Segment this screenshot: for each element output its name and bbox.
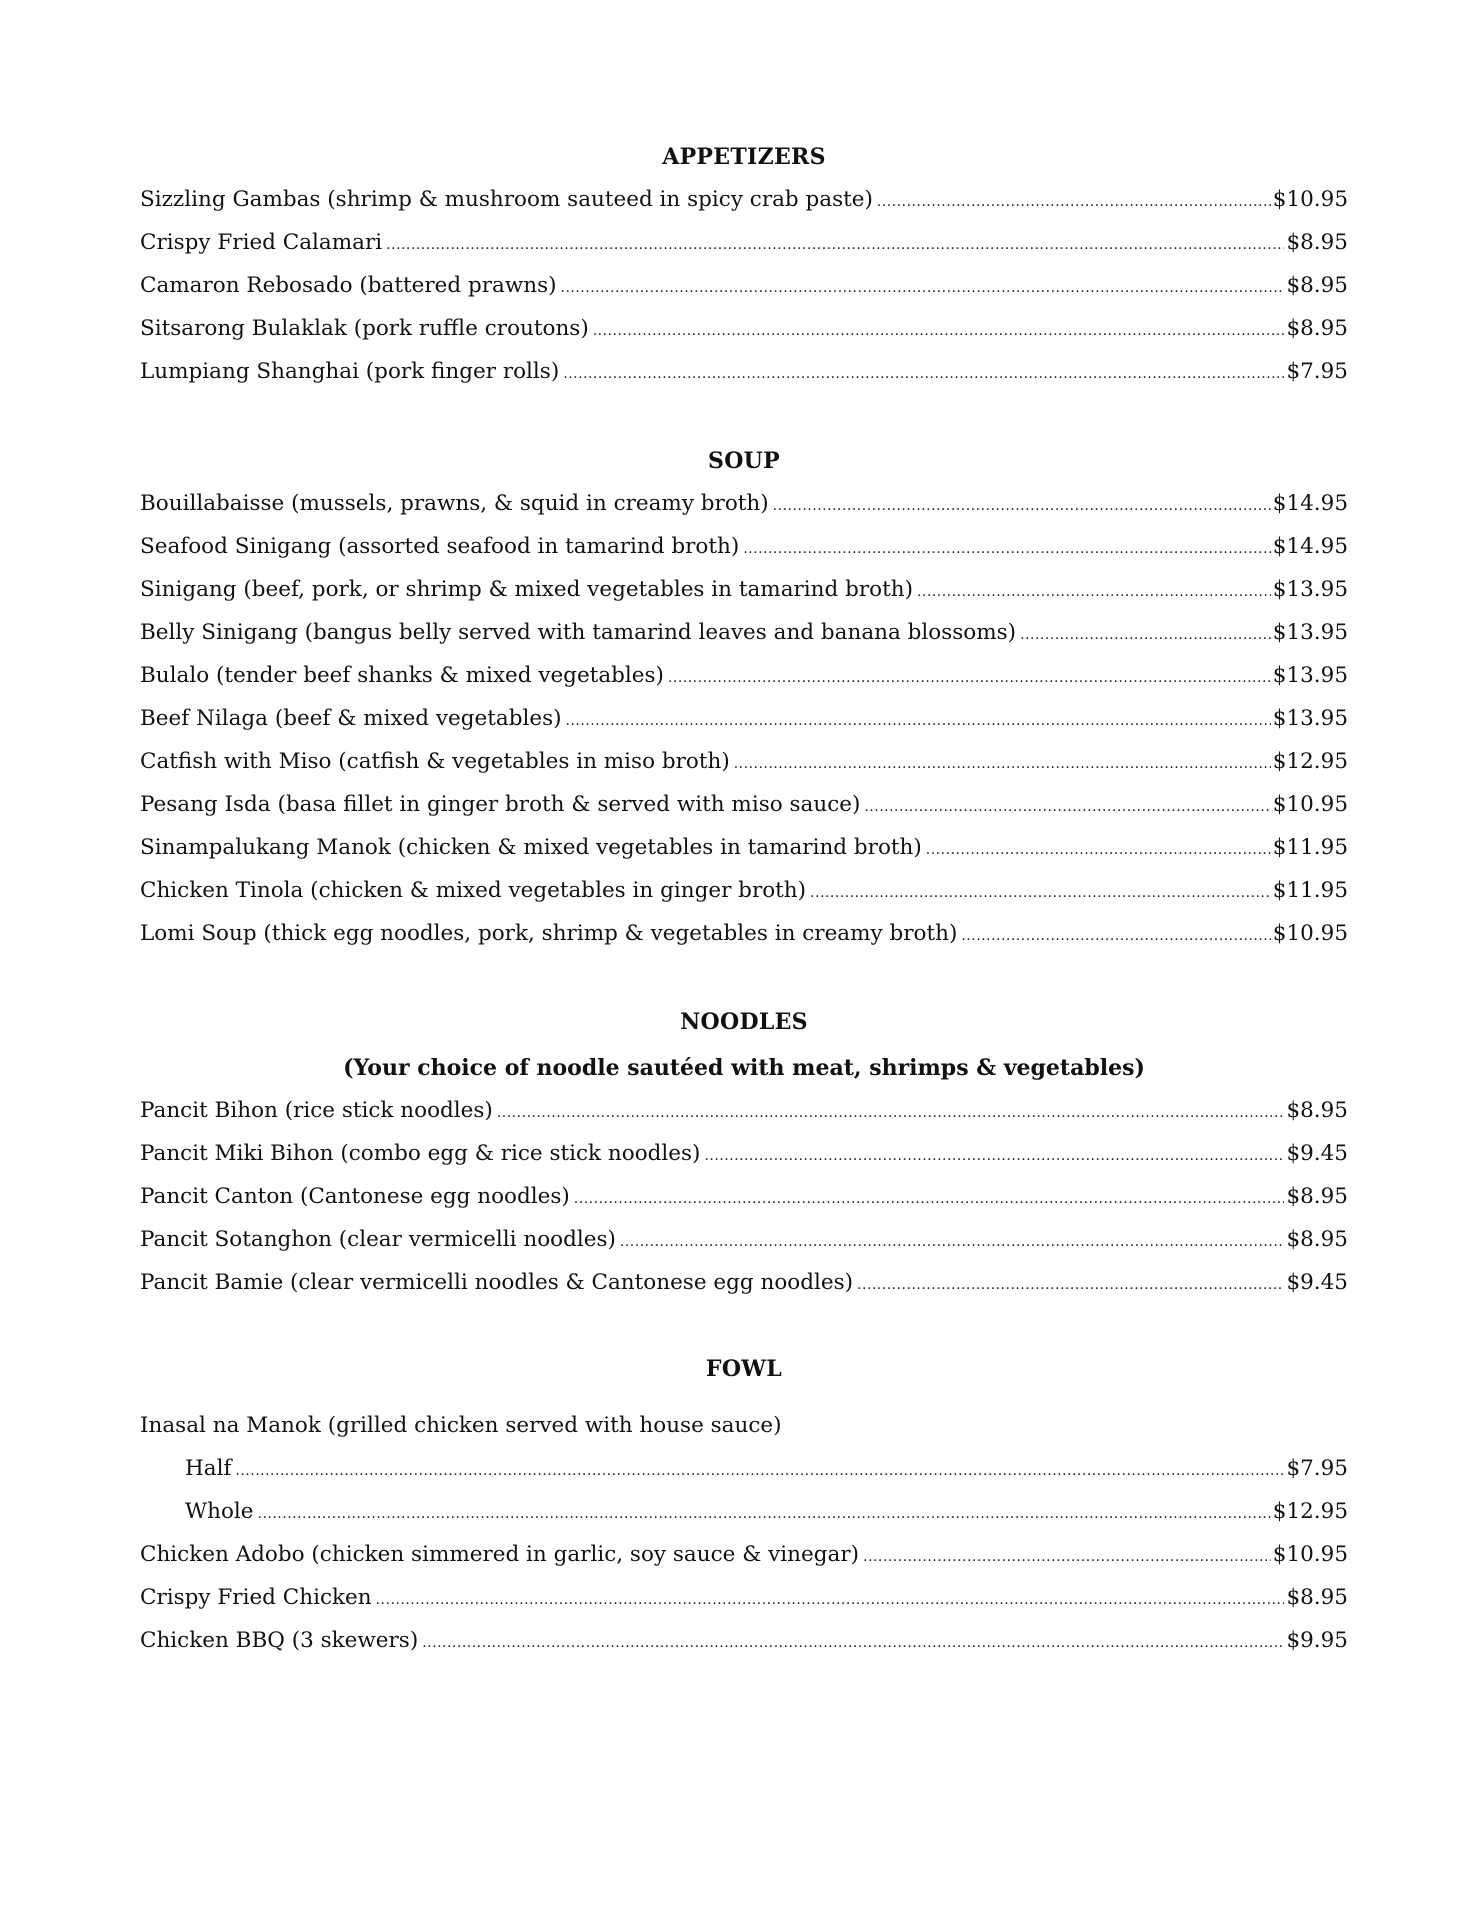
item-price: $8.95 [1286, 230, 1348, 255]
section-subtitle: (Your choice of noodle sautéed with meat, shrimps & vegetables) [343, 1055, 1145, 1081]
menu-item [140, 358, 1348, 401]
item-price: $8.95 [1286, 316, 1348, 341]
menu-item [140, 490, 1348, 533]
menu-item [140, 1226, 1348, 1269]
item-name: Sinigang (beef, pork, or shrimp & mixed vegetables in tamarind broth) [140, 577, 913, 602]
menu-item [140, 315, 1348, 358]
item-price: $9.45 [1286, 1270, 1348, 1295]
item-price: $13.95 [1272, 620, 1348, 645]
appetizers-section [140, 142, 1348, 401]
dot-leader [863, 1543, 1271, 1571]
section-title: SOUP [708, 448, 780, 474]
dot-leader [917, 578, 1271, 606]
item-price: $8.95 [1286, 1227, 1348, 1252]
item-name: Pancit Bihon (rice stick noodles) [140, 1098, 493, 1123]
item-name: Chicken Adobo (chicken simmered in garlic, soy sauce & vinegar) [140, 1542, 860, 1567]
appetizers-list [140, 186, 1348, 401]
dot-leader [593, 317, 1285, 345]
item-price: $11.95 [1272, 878, 1348, 903]
menu-item [140, 877, 1348, 920]
menu-item [140, 619, 1348, 662]
item-price: $8.95 [1286, 1585, 1348, 1610]
item-name: Catfish with Miso (catfish & vegetables in miso broth) [140, 749, 730, 774]
menu-item [140, 920, 1348, 963]
menu-item-option [140, 1455, 1348, 1498]
item-price: $10.95 [1272, 792, 1348, 817]
menu-item [140, 576, 1348, 619]
item-price: $11.95 [1272, 835, 1348, 860]
item-name: Pesang Isda (basa fillet in ginger broth & served with miso sauce) [140, 792, 861, 817]
dot-leader [926, 836, 1271, 864]
item-name: Camaron Rebosado (battered prawns) [140, 273, 557, 298]
dot-leader [668, 664, 1271, 692]
dot-leader [386, 231, 1284, 259]
item-name: Belly Sinigang (bangus belly served with tamarind leaves and banana blossoms) [140, 620, 1017, 645]
menu-item [140, 705, 1348, 748]
item-name: Beef Nilaga (beef & mixed vegetables) [140, 706, 562, 731]
item-name: Chicken Tinola (chicken & mixed vegetables in ginger broth) [140, 878, 807, 903]
item-name: Whole [185, 1499, 254, 1524]
item-name: Chicken BBQ (3 skewers) [140, 1628, 419, 1653]
item-name: Sitsarong Bulaklak (pork ruffle croutons) [140, 316, 589, 341]
dot-leader [574, 1185, 1285, 1213]
menu-item [140, 229, 1348, 272]
dot-leader [1020, 621, 1271, 649]
item-price: $8.95 [1286, 1098, 1348, 1123]
menu-item-option [140, 1498, 1348, 1541]
item-price: $9.95 [1286, 1628, 1348, 1653]
item-name: Lumpiang Shanghai (pork finger rolls) [140, 359, 560, 384]
item-price: $12.95 [1272, 1499, 1348, 1524]
dot-leader [561, 274, 1285, 302]
section-title: APPETIZERS [662, 144, 826, 170]
item-name: Pancit Sotanghon (clear vermicelli noodles) [140, 1227, 616, 1252]
noodles-list [140, 1097, 1348, 1312]
dot-leader [258, 1500, 1271, 1528]
item-price: $14.95 [1272, 534, 1348, 559]
section-title: FOWL [705, 1356, 783, 1382]
menu-item [140, 1541, 1348, 1584]
soup-list [140, 490, 1348, 963]
item-name: Crispy Fried Calamari [140, 230, 383, 255]
menu-item [140, 1584, 1348, 1627]
item-price: $10.95 [1272, 921, 1348, 946]
dot-leader [235, 1457, 1284, 1485]
dot-leader [810, 879, 1271, 907]
menu-item [140, 1140, 1348, 1183]
menu-item [140, 1097, 1348, 1140]
menu-item [140, 791, 1348, 834]
dot-leader [864, 793, 1270, 821]
item-name: Pancit Bamie (clear vermicelli noodles & Cantonese egg noodles) [140, 1270, 853, 1295]
item-name: Bulalo (tender beef shanks & mixed vegetables) [140, 663, 664, 688]
menu-item [140, 834, 1348, 877]
dot-leader [566, 707, 1271, 735]
menu-item [140, 1183, 1348, 1226]
menu-item [140, 748, 1348, 791]
dot-leader [422, 1629, 1284, 1657]
dot-leader [704, 1142, 1284, 1170]
item-name: Pancit Canton (Cantonese egg noodles) [140, 1184, 570, 1209]
dot-leader [857, 1271, 1284, 1299]
item-name: Crispy Fried Chicken [140, 1585, 372, 1610]
item-name: Lomi Soup (thick egg noodles, pork, shrimp & vegetables in creamy broth) [140, 921, 958, 946]
dot-leader [734, 750, 1271, 778]
item-price: $7.95 [1286, 359, 1348, 384]
dot-leader [743, 535, 1271, 563]
menu-item [140, 1269, 1348, 1312]
dot-leader [563, 360, 1284, 388]
menu-item [140, 1412, 1348, 1455]
fowl-section [140, 1354, 1348, 1670]
dot-leader [773, 492, 1271, 520]
item-name: Sinampalukang Manok (chicken & mixed vegetables in tamarind broth) [140, 835, 922, 860]
item-price: $10.95 [1272, 1542, 1348, 1567]
soup-section [140, 446, 1348, 963]
fowl-list [140, 1412, 1348, 1670]
item-name: Inasal na Manok (grilled chicken served with house sauce) [140, 1413, 782, 1438]
item-price: $13.95 [1272, 577, 1348, 602]
item-name: Half [185, 1456, 232, 1481]
item-name: Sizzling Gambas (shrimp & mushroom sauteed in spicy crab paste) [140, 187, 873, 212]
item-name: Bouillabaisse (mussels, prawns, & squid in creamy broth) [140, 491, 769, 516]
item-price: $10.95 [1272, 187, 1348, 212]
item-price: $8.95 [1286, 273, 1348, 298]
menu-item [140, 186, 1348, 229]
item-price: $7.95 [1286, 1456, 1348, 1481]
item-price: $13.95 [1272, 663, 1348, 688]
dot-leader [620, 1228, 1285, 1256]
menu-item [140, 662, 1348, 705]
dot-leader [877, 188, 1271, 216]
dot-leader [497, 1099, 1285, 1127]
item-price: $12.95 [1272, 749, 1348, 774]
menu-item [140, 1627, 1348, 1670]
item-name: Pancit Miki Bihon (combo egg & rice stick noodles) [140, 1141, 701, 1166]
noodles-section [140, 1007, 1348, 1312]
item-name: Seafood Sinigang (assorted seafood in tamarind broth) [140, 534, 740, 559]
menu-item [140, 533, 1348, 576]
dot-leader [961, 922, 1270, 950]
menu-item [140, 272, 1348, 315]
item-price: $9.45 [1286, 1141, 1348, 1166]
item-price: $14.95 [1272, 491, 1348, 516]
item-price: $13.95 [1272, 706, 1348, 731]
item-price: $8.95 [1286, 1184, 1348, 1209]
dot-leader [376, 1586, 1285, 1614]
section-title: NOODLES [680, 1009, 808, 1035]
